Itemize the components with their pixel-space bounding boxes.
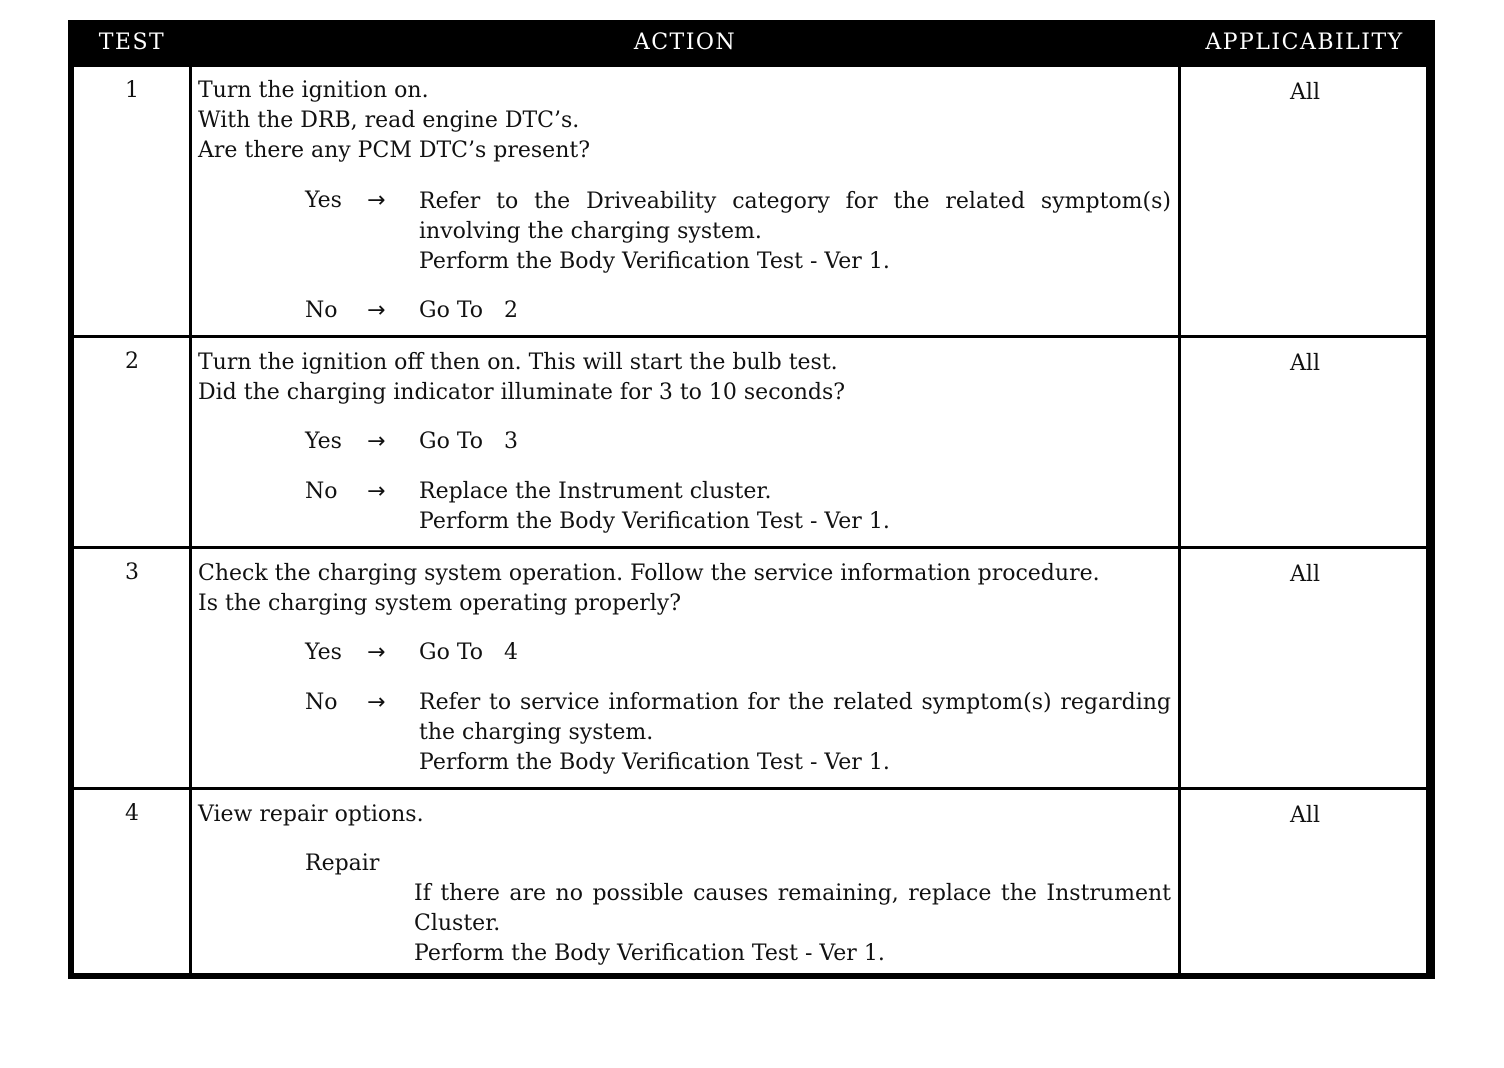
header-applicability: APPLICABILITY	[1205, 30, 1404, 55]
no-label: No	[305, 298, 338, 323]
column-divider	[1426, 64, 1429, 973]
action-text: Turn the ignition on.	[198, 78, 429, 103]
row-divider	[74, 787, 1429, 790]
yes-label: Yes	[305, 188, 342, 213]
right-arrow-icon: →	[367, 690, 386, 715]
repair-text: Perform the Body Verification Test - Ver 1.	[414, 941, 885, 966]
yes-result: Go To 4	[419, 640, 518, 665]
action-text: Turn the ignition off then on. This will start the bulb test.	[198, 350, 838, 375]
applicability-value: All	[1290, 80, 1320, 105]
right-arrow-icon: →	[367, 188, 386, 213]
right-arrow-icon: →	[367, 298, 386, 323]
column-divider	[189, 64, 192, 973]
test-number: 2	[125, 349, 139, 374]
test-number: 1	[125, 78, 139, 103]
no-label: No	[305, 479, 338, 504]
repair-label: Repair	[305, 851, 380, 876]
yes-result: Refer to the Driveability category for the related symptom(s)	[419, 189, 1171, 214]
no-result: Replace the Instrument cluster.	[419, 479, 772, 504]
applicability-value: All	[1290, 562, 1320, 587]
no-label: No	[305, 690, 338, 715]
repair-text: If there are no possible causes remaining, replace the Instrument	[414, 881, 1171, 906]
action-text: Check the charging system operation. Follow the service information procedure.	[198, 561, 1100, 586]
row-divider	[74, 546, 1429, 549]
test-number: 4	[125, 801, 139, 826]
test-number: 3	[125, 560, 139, 585]
yes-result: Go To 3	[419, 429, 518, 454]
row-divider	[74, 64, 1429, 67]
action-text: Is the charging system operating properly?	[198, 591, 682, 616]
column-divider	[1178, 64, 1181, 973]
action-text: View repair options.	[198, 802, 424, 827]
row-divider	[74, 335, 1429, 338]
right-arrow-icon: →	[367, 479, 386, 504]
no-result: Perform the Body Verification Test - Ver 1.	[419, 750, 890, 775]
header-action: ACTION	[633, 30, 737, 55]
action-text: Are there any PCM DTC’s present?	[198, 138, 590, 163]
diagnostic-test-table	[68, 20, 1435, 979]
repair-text: Cluster.	[414, 911, 501, 936]
no-result: Perform the Body Verification Test - Ver 1.	[419, 509, 890, 534]
table-header	[74, 26, 1429, 64]
header-test: TEST	[98, 30, 166, 55]
yes-result: involving the charging system.	[419, 219, 762, 244]
action-text: Did the charging indicator illuminate for 3 to 10 seconds?	[198, 380, 846, 405]
applicability-value: All	[1290, 351, 1320, 376]
right-arrow-icon: →	[367, 640, 386, 665]
no-result: Refer to service information for the related symptom(s) regarding	[419, 690, 1171, 715]
action-text: With the DRB, read engine DTC’s.	[198, 108, 580, 133]
yes-label: Yes	[305, 429, 342, 454]
yes-result: Perform the Body Verification Test - Ver 1.	[419, 249, 890, 274]
applicability-value: All	[1290, 803, 1320, 828]
no-result: Go To 2	[419, 298, 518, 323]
no-result: the charging system.	[419, 720, 654, 745]
yes-label: Yes	[305, 640, 342, 665]
right-arrow-icon: →	[367, 429, 386, 454]
